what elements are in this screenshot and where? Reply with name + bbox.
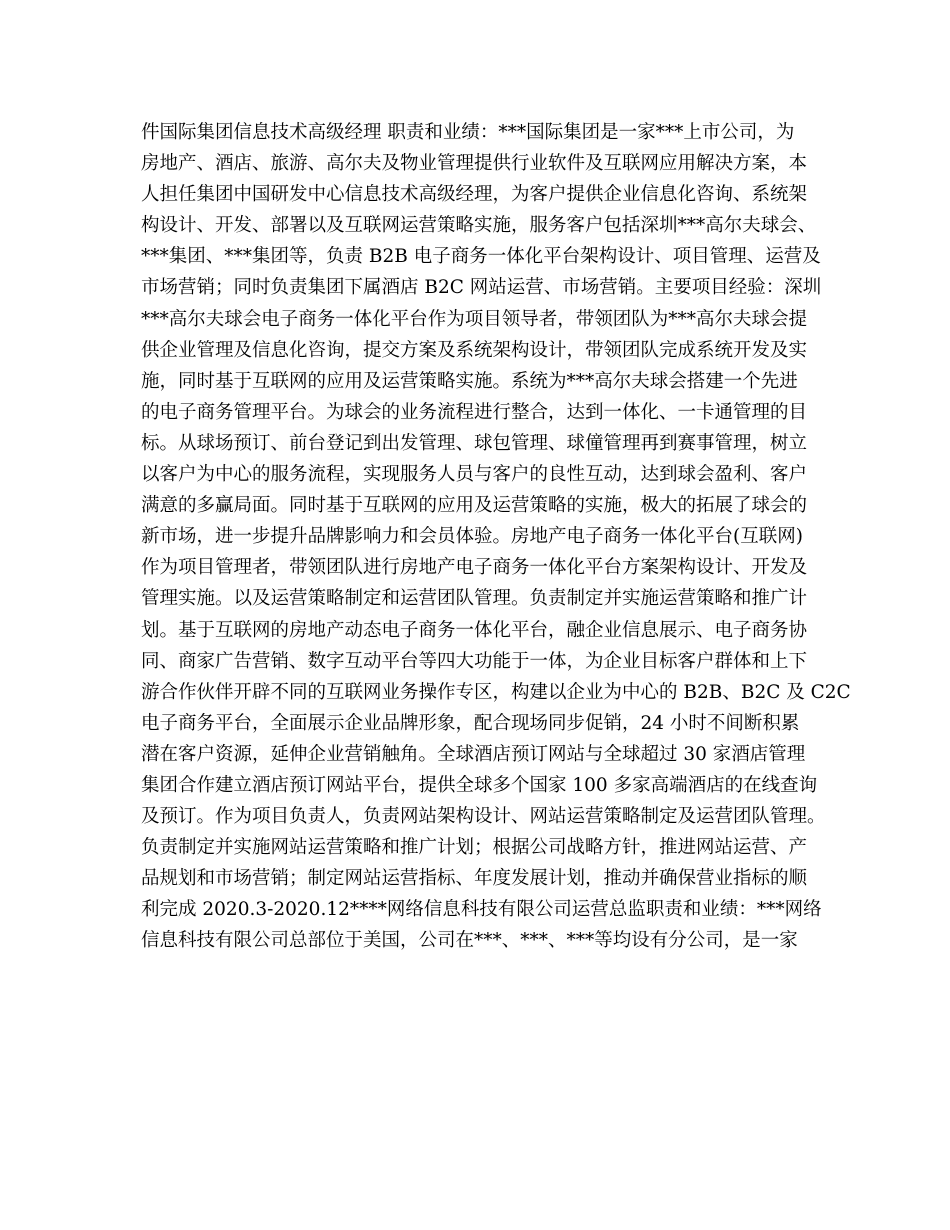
text-line: 电子商务平台，全面展示企业品牌形象，配合现场同步促销，24 小时不间断积累 [141,712,800,734]
text-line: 信息科技有限公司总部位于美国，公司在***、***、***等均设有分公司，是一家 [141,930,798,952]
text-line: ***高尔夫球会电子商务一体化平台作为项目领导者，带领团队为***高尔夫球会提 [141,308,808,330]
text-line: 满意的多赢局面。同时基于互联网的应用及运营策略的实施，极大的拓展了球会的 [141,495,808,517]
text-line: 利完成 2020.3-2020.12****网络信息科技有限公司运营总监职责和业绩：***网络 [141,899,822,921]
text-line: ***集团、***集团等，负责 B2B 电子商务一体化平台架构设计、项目管理、运营及 [141,246,821,268]
text-line: 负责制定并实施网站运营策略和推广计划；根据公司战略方针，推进网站运营、产 [141,837,808,859]
text-line: 市场营销；同时负责集团下属酒店 B2C 网站运营、市场营销。主要项目经验：深圳 [141,277,822,299]
text-line: 品规划和市场营销；制定网站运营指标、年度发展计划，推动并确保营业指标的顺 [141,868,808,890]
text-line: 潜在客户资源，延伸企业营销触角。全球酒店预订网站与全球超过 30 家酒店管理 [141,743,806,765]
text-line: 的电子商务管理平台。为球会的业务流程进行整合，达到一体化、一卡通管理的目 [141,401,808,423]
text-line: 及预订。作为项目负责人，负责网站架构设计、网站运营策略制定及运营团队管理。 [141,806,826,828]
text-line: 房地产、酒店、旅游、高尔夫及物业管理提供行业软件及互联网应用解决方案，本 [141,153,808,175]
text-line: 供企业管理及信息化咨询，提交方案及系统架构设计，带领团队完成系统开发及实 [141,339,808,361]
text-line: 构设计、开发、部署以及互联网运营策略实施，服务客户包括深圳***高尔夫球会、 [141,215,817,237]
text-line: 管理实施。以及运营策略制定和运营团队管理。负责制定并实施运营策略和推广计 [141,588,808,610]
text-line: 施，同时基于互联网的应用及运营策略实施。系统为***高尔夫球会搭建一个先进 [141,370,798,392]
text-line: 标。从球场预订、前台登记到出发管理、球包管理、球僮管理再到赛事管理，树立 [141,432,808,454]
text-line: 人担任集团中国研发中心信息技术高级经理，为客户提供企业信息化咨询、系统架 [141,184,808,206]
text-line: 游合作伙伴开辟不同的互联网业务操作专区，构建以企业为中心的 B2B、B2C 及 C2C [141,681,851,703]
text-line: 同、商家广告营销、数字互动平台等四大功能于一体，为企业目标客户群体和上下 [141,650,808,672]
text-line: 新市场，进一步提升品牌影响力和会员体验。房地产电子商务一体化平台(互联网) [141,526,803,548]
text-line: 件国际集团信息技术高级经理 职责和业绩：***国际集团是一家***上市公司，为 [141,122,795,143]
text-line: 划。基于互联网的房地产动态电子商务一体化平台，融企业信息展示、电子商务协 [141,619,808,641]
text-line: 集团合作建立酒店预订网站平台，提供全球多个国家 100 多家高端酒店的在线查询 [141,774,818,796]
body-text [141,117,851,957]
text-line: 作为项目管理者，带领团队进行房地产电子商务一体化平台方案架构设计、开发及 [141,557,808,579]
text-line: 以客户为中心的服务流程，实现服务人员与客户的良性互动，达到球会盈利、客户 [141,464,808,486]
